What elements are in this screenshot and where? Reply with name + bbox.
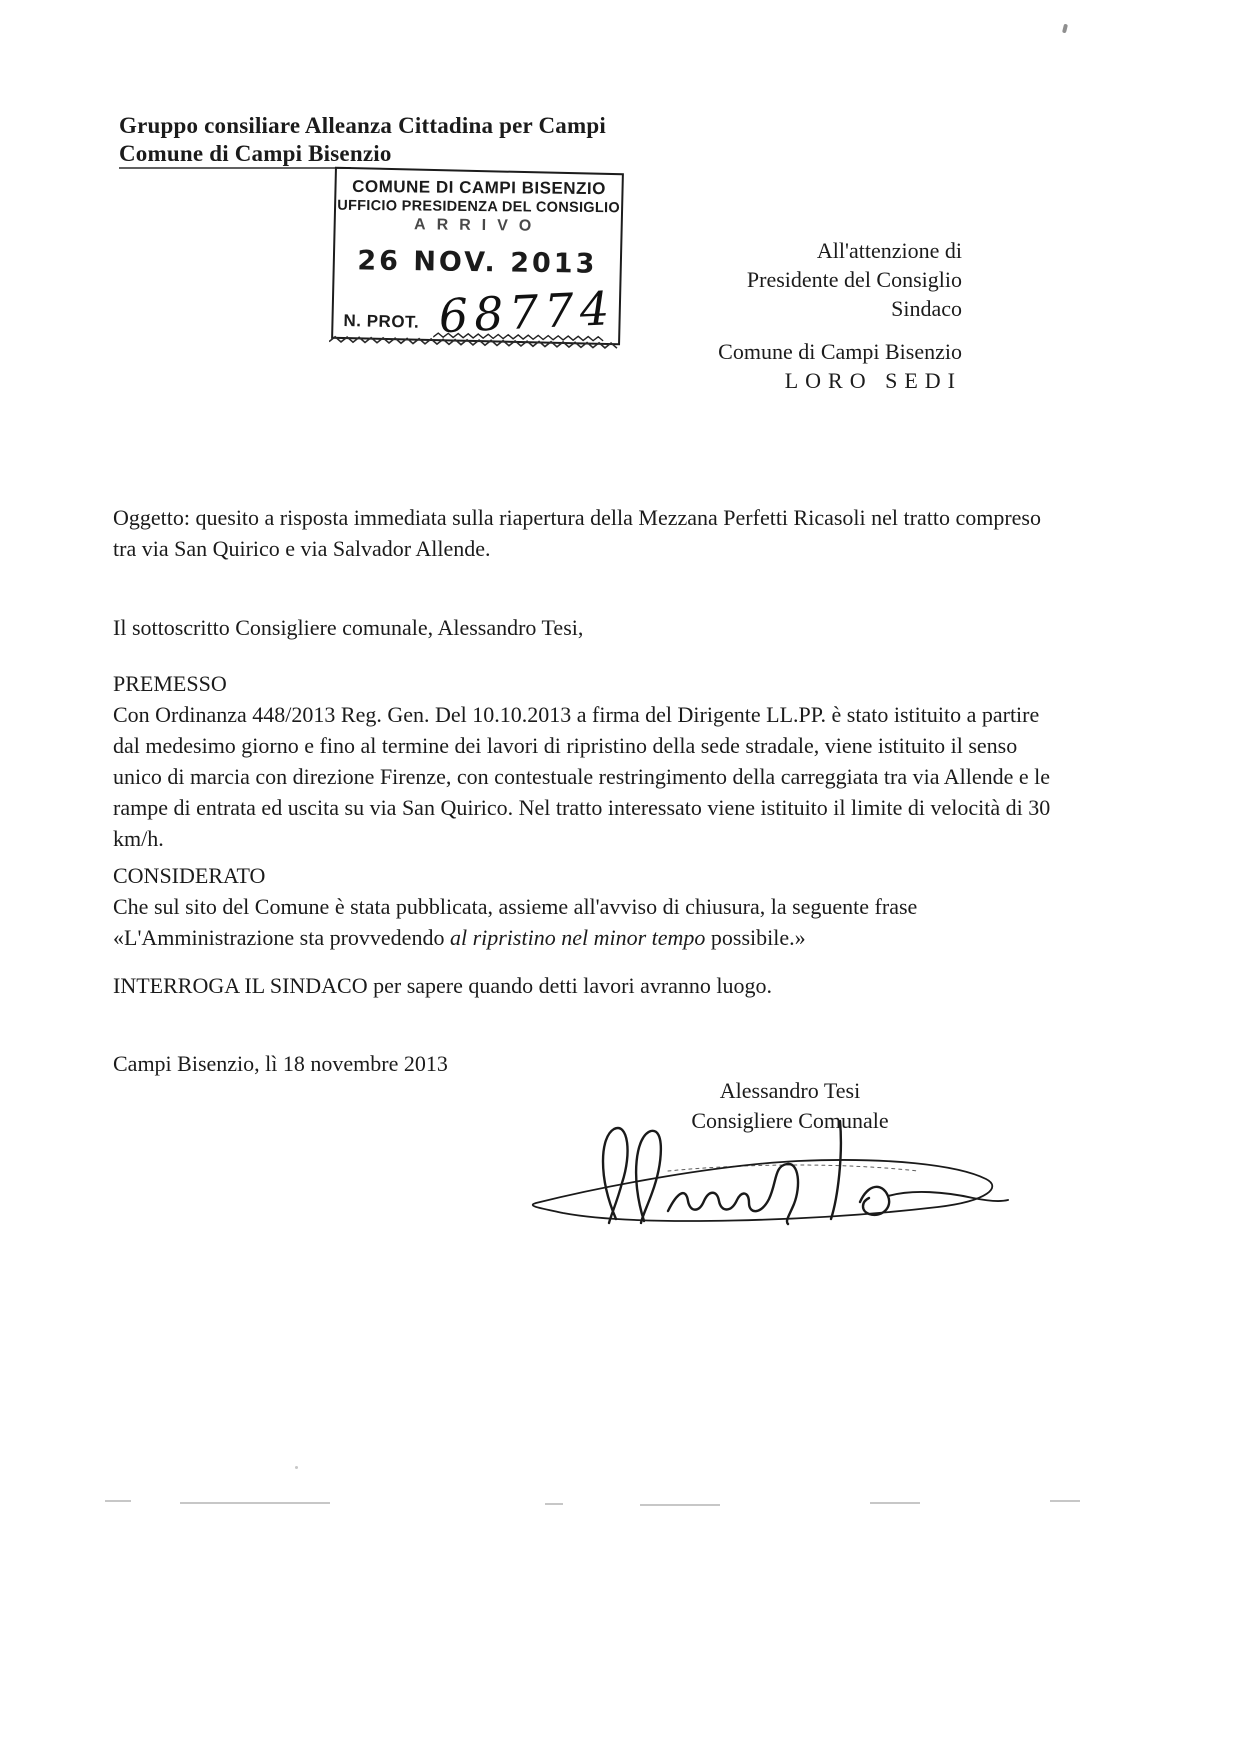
scan-dash xyxy=(640,1504,720,1506)
subject-line: Oggetto: quesito a risposta immediata sulla riapertura della Mezzana Perfetti Ricasoli nel tratto compreso tra via San Quirico e via Salvador Allende. xyxy=(113,505,1041,561)
stamp-prot-label: N. PROT. xyxy=(343,310,420,332)
stamp-office-line1: COMUNE DI CAMPI BISENZIO xyxy=(352,176,607,199)
quote-italic-text: al ripristino nel minor tempo xyxy=(449,925,706,950)
stamp-prot-number-handwritten: 68774 xyxy=(437,281,617,344)
sender-group-name: Gruppo consiliare Alleanza Cittadina per Campi xyxy=(119,113,606,138)
stamp-date: 26 NOV. 2013 xyxy=(357,245,598,280)
signer-role: Consigliere Comunale xyxy=(691,1108,889,1133)
sender-header xyxy=(119,112,606,168)
premesso-heading: PREMESSO xyxy=(113,671,227,696)
quote-open-text: «L'Amministrazione sta provvedendo xyxy=(113,925,450,950)
scan-dash xyxy=(870,1502,920,1504)
arrival-stamp xyxy=(331,167,624,346)
recipient-municipality: Comune di Campi Bisenzio xyxy=(718,339,962,364)
recipient-loro-sedi: LORO SEDI xyxy=(784,368,962,393)
recipient-address-block xyxy=(620,337,962,395)
sender-municipality: Comune di Campi Bisenzio xyxy=(119,141,392,166)
considerato-heading: CONSIDERATO xyxy=(113,863,266,888)
handwritten-signature xyxy=(518,1105,1018,1235)
recipient-mayor: Sindaco xyxy=(891,296,962,321)
scan-dash xyxy=(105,1500,131,1502)
quote-close-text: possibile.» xyxy=(705,925,806,950)
stamp-arrivo-label: ARRIVO xyxy=(413,216,543,235)
signer-name: Alessandro Tesi xyxy=(719,1078,861,1103)
scan-dash xyxy=(1050,1500,1080,1502)
premesso-paragraph: Con Ordinanza 448/2013 Reg. Gen. Del 10.10.2013 a firma del Dirigente LL.PP. è stato istituito a partire dal medesimo giorno e fino al termine dei lavori di ripristino della sede stradale, viene istituito il senso unico di marcia con direzione Firenze, con contestuale restringimento della carreggiata tra via Allende e le rampe di entrata ed uscita su via San Quirico. Nel tratto interessato viene istituito il limite di velocità di 30 km/h. xyxy=(113,702,1051,851)
place-and-date: Campi Bisenzio, lì 18 novembre 2013 xyxy=(113,1051,448,1076)
stamp-office-line2: UFFICIO PRESIDENZA DEL CONSIGLIO xyxy=(337,197,621,217)
considerato-paragraph xyxy=(113,891,1051,953)
interroga-line: INTERROGA IL SINDACO per sapere quando detti lavori avranno luogo. xyxy=(113,973,773,998)
recipient-president: Presidente del Consiglio xyxy=(746,267,962,292)
recipient-block xyxy=(620,236,962,323)
considerato-lead-text: Che sul sito del Comune è stata pubblicata, assieme all'avviso di chiusura, la seguente frase xyxy=(113,894,918,919)
scan-dash xyxy=(180,1502,330,1504)
scan-dash xyxy=(545,1503,563,1505)
scan-dot xyxy=(295,1466,298,1469)
header-underline xyxy=(119,167,351,169)
recipient-attention: All'attenzione di xyxy=(816,238,962,263)
scan-speck xyxy=(1062,24,1068,34)
intro-line: Il sottoscritto Consigliere comunale, Alessandro Tesi, xyxy=(113,615,584,640)
